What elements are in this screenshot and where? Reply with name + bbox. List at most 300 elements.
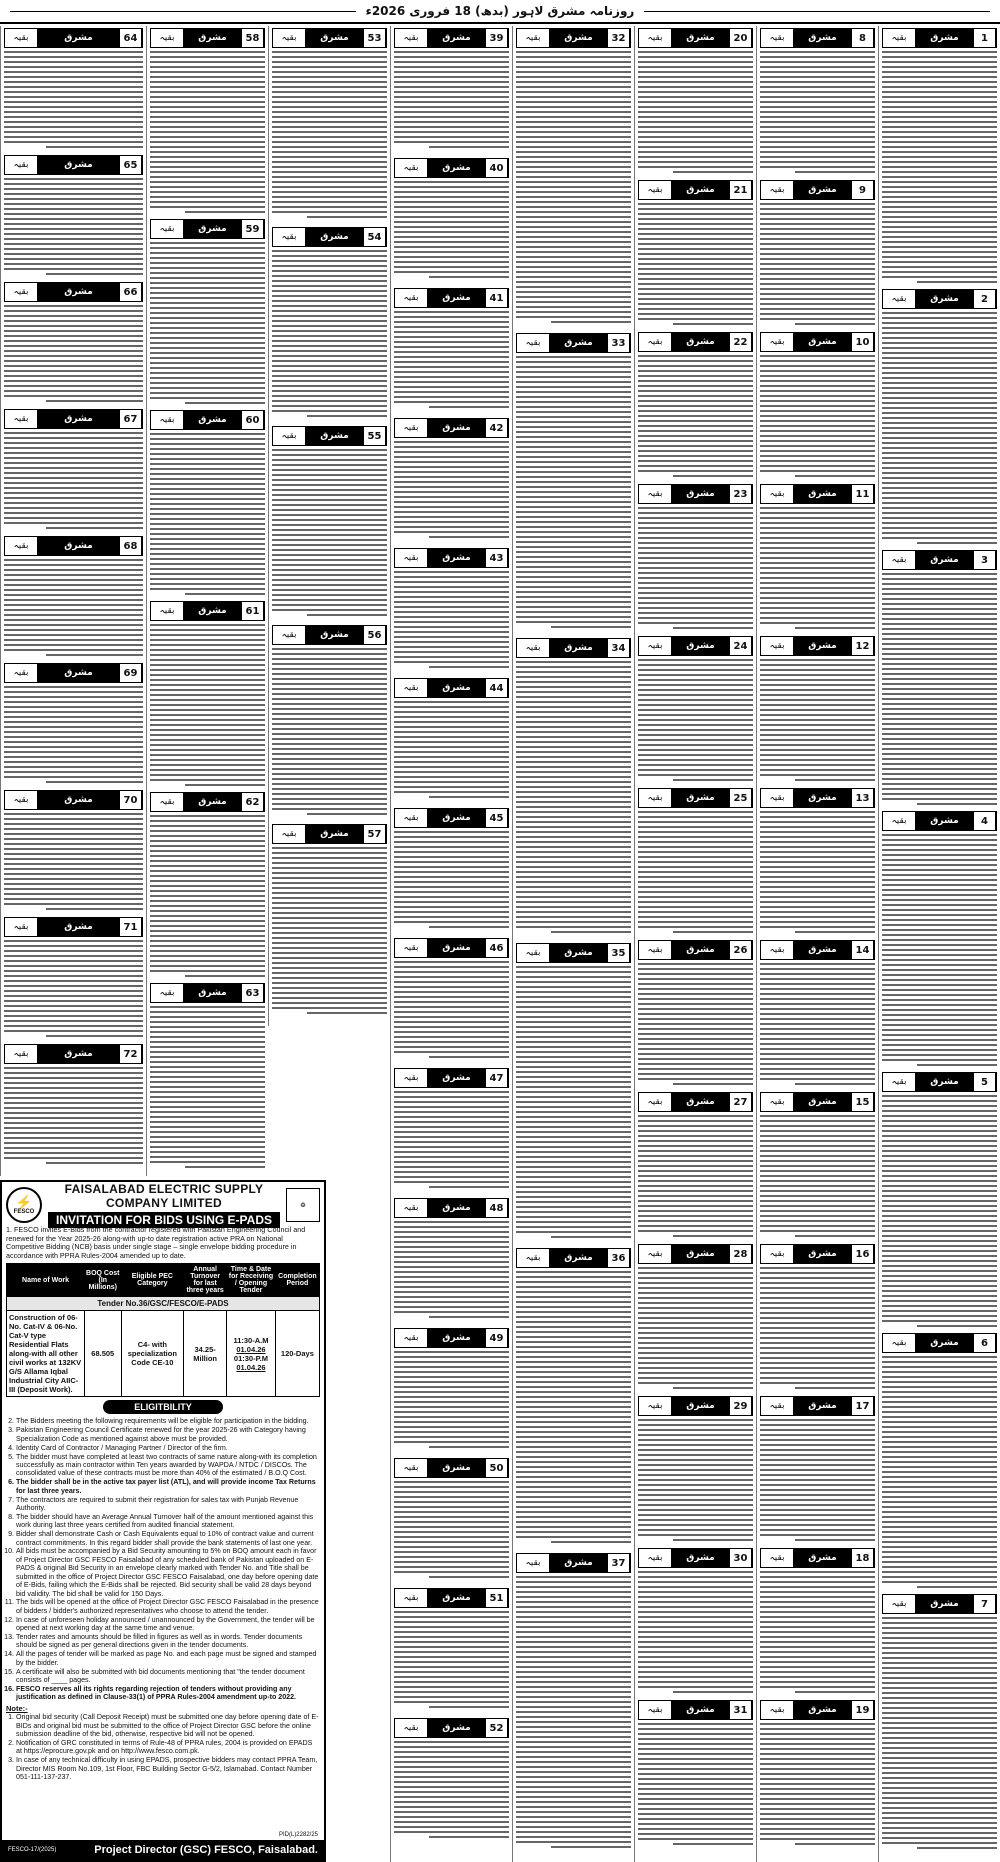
text-line (150, 629, 265, 631)
text-line (150, 935, 265, 937)
text-line (394, 761, 509, 763)
text-line (4, 980, 143, 982)
notice-label: بقیہ (159, 33, 175, 43)
notice-number: 1 (974, 29, 996, 47)
text-line (272, 703, 387, 705)
text-line (638, 567, 753, 569)
text-line (638, 56, 753, 58)
text-line (516, 991, 631, 993)
text-line (760, 1763, 875, 1765)
text-line (150, 352, 265, 354)
text-line (516, 241, 631, 243)
text-line (394, 751, 509, 753)
text-line (394, 366, 509, 368)
text-line (394, 1051, 509, 1053)
text-line (394, 731, 509, 733)
text-line (917, 803, 998, 805)
text-line (516, 271, 631, 273)
text-line (760, 547, 875, 549)
text-line (760, 1048, 875, 1050)
text-line (638, 61, 753, 63)
text-line (516, 751, 631, 753)
text-line (638, 562, 753, 564)
text-line (429, 1446, 510, 1448)
text-line (394, 481, 509, 483)
text-line (673, 1539, 754, 1541)
text-line (760, 891, 875, 893)
text-line (882, 748, 997, 750)
body-text-placeholder (394, 1221, 509, 1318)
text-line (516, 1756, 631, 1758)
text-line (4, 898, 143, 900)
text-line (882, 1506, 997, 1508)
text-line (394, 1261, 509, 1263)
text-line (394, 1546, 509, 1548)
text-line (638, 1150, 753, 1152)
text-line (272, 141, 387, 143)
text-line (760, 926, 875, 928)
text-line (4, 218, 143, 220)
text-line (760, 1529, 875, 1531)
text-line (882, 874, 997, 876)
notice-number: 71 (120, 918, 142, 936)
text-line (516, 1591, 631, 1593)
text-line (882, 417, 997, 419)
text-line (272, 464, 387, 466)
seal-icon: ❂ (286, 1188, 320, 1222)
text-line (882, 598, 997, 600)
notice-tag: مشرق (37, 918, 120, 936)
text-line (150, 1096, 265, 1098)
text-line (4, 940, 143, 942)
text-line (516, 1431, 631, 1433)
text-line (4, 751, 143, 753)
text-line (760, 1723, 875, 1725)
text-line (638, 1519, 753, 1521)
notice-tag: مشرق (793, 1701, 852, 1719)
body-text-placeholder (882, 1356, 997, 1588)
text-line (882, 161, 997, 163)
text-line (150, 327, 265, 329)
text-line (150, 583, 265, 585)
text-line (795, 1387, 876, 1389)
text-line (394, 1826, 509, 1828)
text-line (272, 489, 387, 491)
text-line (150, 1026, 265, 1028)
text-line (516, 721, 631, 723)
text-line (882, 793, 997, 795)
text-line (638, 1352, 753, 1354)
text-line (882, 1697, 997, 1699)
text-line (272, 86, 387, 88)
text-line (882, 1842, 997, 1844)
text-line (272, 479, 387, 481)
text-line (638, 512, 753, 514)
text-line (394, 1661, 509, 1663)
text-line (882, 121, 997, 123)
notice-number: 51 (486, 1589, 508, 1607)
note-title: Note:- (6, 1703, 28, 1713)
text-line (4, 350, 143, 352)
notice-label: بقیہ (159, 224, 175, 234)
text-line (638, 370, 753, 372)
text-line (272, 300, 387, 302)
text-line (516, 1596, 631, 1598)
text-line (882, 477, 997, 479)
text-line (394, 181, 509, 183)
notice-label: بقیہ (403, 163, 419, 173)
text-line (638, 1028, 753, 1030)
text-line (882, 136, 997, 138)
notice-number: 60 (242, 411, 264, 429)
text-line (150, 438, 265, 440)
receiving-time: 11:30-A.M (233, 1335, 269, 1345)
body-text-placeholder (516, 51, 631, 323)
text-line (4, 639, 143, 641)
notice-label: بقیہ (891, 1599, 907, 1609)
text-line (760, 993, 875, 995)
notice-header (272, 28, 387, 48)
text-line (394, 1746, 509, 1748)
text-line (516, 1511, 631, 1513)
text-line (760, 1818, 875, 1820)
text-line (760, 1621, 875, 1623)
text-line (516, 381, 631, 383)
notice-header (4, 155, 143, 175)
text-line (394, 66, 509, 68)
text-line (150, 719, 265, 721)
text-line (272, 688, 387, 690)
text-line (150, 362, 265, 364)
text-line (638, 141, 753, 143)
text-line (638, 537, 753, 539)
text-line (394, 1676, 509, 1678)
note-item: 2. Notification of GRC constituted in terms of Rule-48 of PPRA rules, 2004 is provided on EPADS at https://eprocure.gov.pk and on http://www.fesco.com.pk. (16, 1739, 320, 1756)
text-line (516, 166, 631, 168)
text-line (150, 533, 265, 535)
notice-label: بقیہ (647, 185, 663, 195)
continuation-notice (150, 983, 265, 1171)
text-line (917, 1847, 998, 1849)
text-line (150, 297, 265, 299)
text-line (638, 1317, 753, 1319)
text-line (394, 501, 509, 503)
text-line (760, 1656, 875, 1658)
text-line (673, 1235, 754, 1237)
text-line (516, 51, 631, 53)
text-line (516, 1081, 631, 1083)
text-line (272, 136, 387, 138)
notice-label: بقیہ (891, 33, 907, 43)
text-line (4, 345, 143, 347)
text-line (272, 509, 387, 511)
text-line (516, 976, 631, 978)
text-line (516, 696, 631, 698)
text-line (272, 116, 387, 118)
text-line (516, 756, 631, 758)
notice-header (516, 638, 631, 658)
text-line (882, 974, 997, 976)
text-line (4, 71, 143, 73)
text-line (4, 51, 143, 53)
text-line (272, 992, 387, 994)
text-line (638, 1225, 753, 1227)
text-line (882, 653, 997, 655)
text-line (150, 925, 265, 927)
text-line (516, 1161, 631, 1163)
text-line (638, 1033, 753, 1035)
notice-label: بقیہ (281, 630, 297, 640)
text-line (4, 716, 143, 718)
text-line (760, 1813, 875, 1815)
text-line (150, 895, 265, 897)
text-line (760, 1003, 875, 1005)
text-line (760, 1783, 875, 1785)
text-line (516, 551, 631, 553)
text-line (150, 252, 265, 254)
text-line (882, 1471, 997, 1473)
text-line (760, 1606, 875, 1608)
notice-number: 23 (730, 485, 752, 503)
text-line (882, 367, 997, 369)
notice-tag: مشرق (305, 427, 364, 445)
text-line (516, 691, 631, 693)
text-line (394, 601, 509, 603)
text-line (150, 121, 265, 123)
text-line (638, 988, 753, 990)
text-line (882, 979, 997, 981)
text-line (394, 141, 509, 143)
text-line (516, 776, 631, 778)
notice-number: 32 (608, 29, 630, 47)
body-text-placeholder (4, 305, 143, 402)
text-line (272, 763, 387, 765)
text-line (760, 582, 875, 584)
body-text-placeholder (394, 51, 509, 148)
text-line (150, 488, 265, 490)
text-line (882, 1150, 997, 1152)
text-line (516, 856, 631, 858)
text-line (394, 106, 509, 108)
text-line (638, 308, 753, 310)
text-line (4, 731, 143, 733)
text-line (638, 607, 753, 609)
notice-tag: مشرق (793, 333, 852, 351)
text-line (4, 141, 143, 143)
text-line (272, 469, 387, 471)
text-line (882, 276, 997, 278)
text-line (516, 666, 631, 668)
text-line (760, 1377, 875, 1379)
text-line (516, 431, 631, 433)
tender-advertisement (0, 1180, 326, 1862)
text-line (760, 1514, 875, 1516)
text-line (4, 86, 143, 88)
text-line (4, 178, 143, 180)
text-line (882, 1371, 997, 1373)
text-line (760, 841, 875, 843)
text-line (882, 854, 997, 856)
text-line (150, 151, 265, 153)
notice-tag: مشرق (427, 1589, 486, 1607)
text-line (4, 746, 143, 748)
text-line (516, 1106, 631, 1108)
text-line (150, 558, 265, 560)
company-name: FAISALABAD ELECTRIC SUPPLY COMPANY LIMITED (64, 1182, 264, 1210)
text-line (638, 1606, 753, 1608)
text-line (272, 390, 387, 392)
notice-number: 19 (852, 1701, 874, 1719)
text-line (760, 76, 875, 78)
text-line (4, 975, 143, 977)
text-line (394, 866, 509, 868)
text-line (150, 659, 265, 661)
continuation-notice (882, 28, 997, 286)
text-line (882, 1441, 997, 1443)
text-line (516, 796, 631, 798)
text-line (516, 111, 631, 113)
text-line (4, 756, 143, 758)
notice-number: 18 (852, 1549, 874, 1567)
notice-header (516, 1248, 631, 1268)
body-text-placeholder (394, 441, 509, 538)
text-line (394, 1136, 509, 1138)
text-line (4, 873, 143, 875)
text-line (516, 1831, 631, 1833)
continuation-notice (882, 1072, 997, 1330)
text-line (516, 361, 631, 363)
text-line (150, 317, 265, 319)
list-item: 10. All bids must be accompanied by a Bid Security amounting to 5% on BOQ amount each in favor of Project Director GSC FESCO Faisalabad of any scheduled bank of Pakistan uploaded on E-PADS & original Bid Security in an envelope clearly marked with Tender No. and Title shall be submitted in the office of Project Director GSC FESCO Faisalabad, one day before opening date of E-Bids, failing which the E-Bids shall be rejected. Bid security shall be valid 28 days beyond bid validity. The bid shall be valid for 150 Days. (16, 1547, 320, 1597)
text-line (394, 966, 509, 968)
text-line (272, 599, 387, 601)
text-line (882, 633, 997, 635)
text-line (882, 352, 997, 354)
text-line (4, 106, 143, 108)
text-line (394, 61, 509, 63)
text-line (760, 759, 875, 761)
notice-number: 44 (486, 679, 508, 697)
text-line (882, 91, 997, 93)
text-line (4, 624, 143, 626)
text-line (882, 1491, 997, 1493)
text-line (516, 1691, 631, 1693)
text-line (150, 257, 265, 259)
text-line (917, 1586, 998, 1588)
notice-label: بقیہ (525, 948, 541, 958)
text-line (638, 1145, 753, 1147)
continuation-notice (760, 1244, 875, 1393)
text-line (4, 761, 143, 763)
text-line (638, 973, 753, 975)
notice-tag: مشرق (183, 793, 242, 811)
text-line (272, 663, 387, 665)
text-line (516, 1696, 631, 1698)
text-line (638, 911, 753, 913)
text-line (638, 1723, 753, 1725)
text-line (638, 1439, 753, 1441)
text-line (882, 693, 997, 695)
text-line (638, 719, 753, 721)
notice-number: 2 (974, 290, 996, 308)
text-line (150, 201, 265, 203)
text-line (150, 433, 265, 435)
masthead-dateline: روزنامہ مشرق لاہور (بدھ) 18 فروری 2026ء (365, 4, 635, 18)
notice-header (760, 1092, 875, 1112)
notice-tag: مشرق (183, 29, 242, 47)
text-line (882, 372, 997, 374)
text-line (638, 1292, 753, 1294)
notice-tag: مشرق (427, 1329, 486, 1347)
text-line (150, 1051, 265, 1053)
notice-number: 9 (852, 181, 874, 199)
text-line (760, 1023, 875, 1025)
text-line (272, 310, 387, 312)
text-line (394, 646, 509, 648)
text-line (516, 1281, 631, 1283)
text-line (760, 141, 875, 143)
text-line (516, 1616, 631, 1618)
text-line (638, 714, 753, 716)
notice-label: بقیہ (403, 1463, 419, 1473)
text-line (516, 471, 631, 473)
text-line (394, 1516, 509, 1518)
body-text-placeholder (638, 963, 753, 1085)
text-line (638, 465, 753, 467)
text-line (882, 1782, 997, 1784)
text-line (638, 507, 753, 509)
text-line (516, 466, 631, 468)
text-line (394, 1541, 509, 1543)
notice-tag: مشرق (671, 333, 730, 351)
continuation-notice (394, 1198, 509, 1325)
notice-header (516, 1553, 631, 1573)
text-line (882, 1682, 997, 1684)
text-line (394, 841, 509, 843)
text-line (516, 1796, 631, 1798)
text-line (882, 1632, 997, 1634)
text-line (4, 1152, 143, 1154)
text-line (394, 1486, 509, 1488)
text-line (882, 492, 997, 494)
text-line (394, 1156, 509, 1158)
text-line (760, 370, 875, 372)
notice-tag: مشرق (549, 1554, 608, 1572)
text-line (638, 886, 753, 888)
text-line (516, 491, 631, 493)
text-line (394, 596, 509, 598)
text-line (638, 136, 753, 138)
text-line (638, 998, 753, 1000)
continuation-notice (272, 227, 387, 423)
continuation-notice (638, 1396, 753, 1545)
text-line (516, 1006, 631, 1008)
text-line (516, 236, 631, 238)
continuation-notice (638, 332, 753, 481)
text-line (638, 699, 753, 701)
text-line (638, 248, 753, 250)
text-line (150, 568, 265, 570)
text-line (638, 151, 753, 153)
text-line (516, 1156, 631, 1158)
text-line (638, 1332, 753, 1334)
text-line (4, 365, 143, 367)
text-line (882, 1295, 997, 1297)
continuation-notice (4, 409, 143, 533)
text-line (150, 247, 265, 249)
text-line (760, 1033, 875, 1035)
text-line (882, 1120, 997, 1122)
